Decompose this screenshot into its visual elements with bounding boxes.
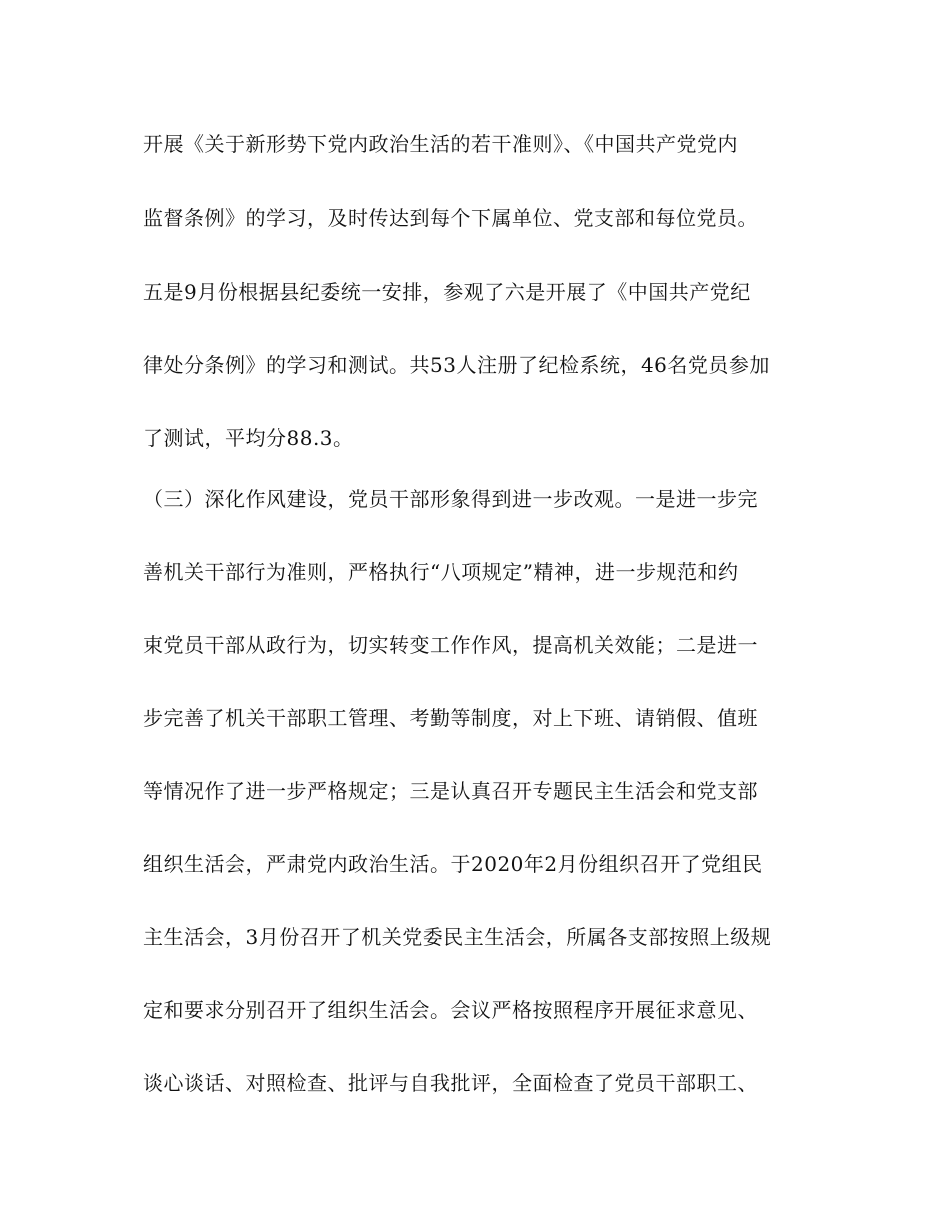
text-line: 主生活会，3月份召开了机关党委民主生活会，所属各支部按照上级规 bbox=[143, 925, 772, 949]
text-line: 了测试，平均分88.3。 bbox=[143, 426, 354, 450]
text-line: 善机关干部行为准则，严格执行“八项规定”精神，进一步规范和约 bbox=[143, 560, 739, 584]
text-line: 步完善了机关干部职工管理、考勤等制度，对上下班、请销假、值班 bbox=[143, 706, 758, 730]
text-line: 组织生活会，严肃党内政治生活。于2020年2月份组织召开了党组民 bbox=[143, 852, 763, 876]
text-line: 等情况作了进一步严格规定；三是认真召开专题民主生活会和党支部 bbox=[143, 779, 758, 803]
text-line: 束党员干部从政行为，切实转变工作作风，提高机关效能；二是进一 bbox=[143, 633, 758, 657]
text-line: （三）深化作风建设，党员干部形象得到进一步改观。一是进一步完 bbox=[143, 487, 758, 511]
text-line: 开展《关于新形势下党内政治生活的若干准则》、《中国共产党党内 bbox=[143, 132, 738, 156]
text-line: 监督条例》的学习，及时传达到每个下属单位、党支部和每位党员。 bbox=[143, 206, 758, 230]
text-line: 五是9月份根据县纪委统一安排，参观了六是开展了《中国共产党纪 bbox=[143, 280, 751, 304]
text-line: 定和要求分别召开了组织生活会。会议严格按照程序开展征求意见、 bbox=[143, 998, 758, 1022]
text-line: 谈心谈话、对照检查、批评与自我批评，全面检查了党员干部职工、 bbox=[143, 1071, 758, 1095]
text-line: 律处分条例》的学习和测试。共53人注册了纪检系统，46名党员参加 bbox=[143, 353, 770, 377]
